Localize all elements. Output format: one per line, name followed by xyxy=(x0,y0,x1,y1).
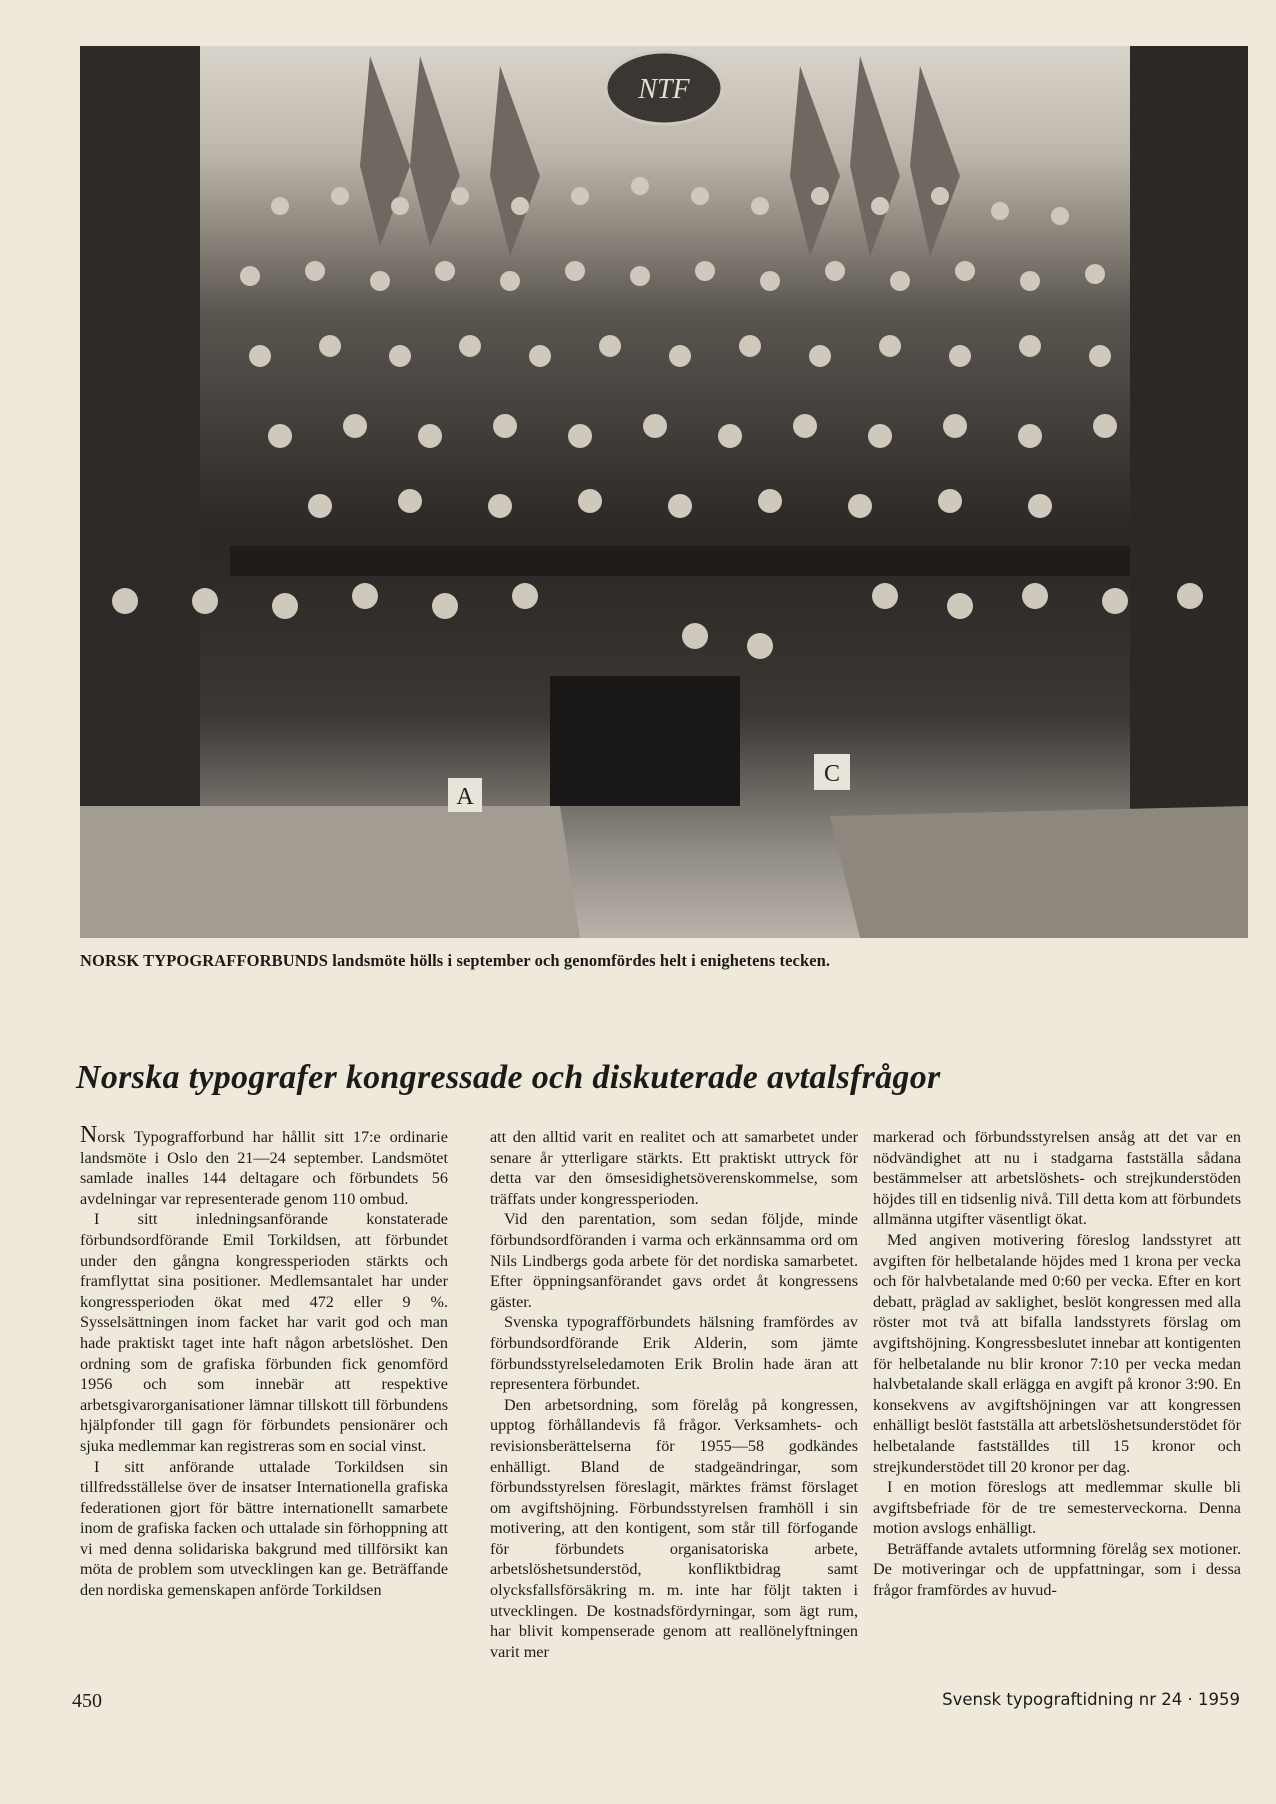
photo-caption: NORSK TYPOGRAFFORBUNDS landsmöte hölls i september och genomfördes helt i enighetens tecken. xyxy=(80,951,831,970)
front-table-left xyxy=(80,806,580,938)
podium-table xyxy=(230,546,1130,576)
right-curtain xyxy=(1130,46,1248,938)
speaker-table xyxy=(550,676,740,806)
left-curtain xyxy=(80,46,200,938)
article-headline: Norska typografer kongressade och diskuterade avtalsfrågor xyxy=(76,1058,941,1096)
paragraph: I en motion föreslogs att medlemmar skulle bli avgiftsbefriade för de tre semesterveckorna. Denna motion avslogs enhälligt. xyxy=(873,1478,1241,1538)
paragraph: Den arbetsordning, som förelåg på kongressen, upptog förhållandevis få frågor. Verksamhets- och revisionsberättelserna för 1955—58 godkändes enhälligt. Bland de stadgeändringar, som förbundsstyrelsen föreslagit, märktes främst förslaget om avgiftshöjning. Förbundsstyrelsen framhöll i sin motivering, att den kontigent, som står till förfogande för förbundets organisatoriska arbete, arbetslöshetsunderstöd, konfliktbidrag samt olycksfallsförsäkring m. m. inte har följt takten i utvecklingen. De kostnadsfördyrningar, som ägt rum, har blivit kompenserade genom att reallönelyftningen varit mer xyxy=(490,1395,858,1661)
ntf-emblem-text: NTF xyxy=(638,74,690,105)
table-sign-a-text: A xyxy=(456,784,474,810)
paragraph: Beträffande avtalets utformning förelåg sex motioner. De motiveringar och de uppfattningar, som i dessa frågor framfördes av huvud- xyxy=(873,1539,1241,1600)
page-number: 450 xyxy=(72,1690,102,1712)
paragraph: Vid den parentation, som sedan följde, minde förbundsordföranden i varma och erkännsamma ord om Nils Lindbergs goda arbete för det nordiska samarbetet. Efter öppningsanförandet gavs ordet åt kongressens gäster. xyxy=(490,1210,858,1311)
paragraph-text: orsk Typografforbund har hållit sitt 17:e ordinarie landsmöte i Oslo den 21—24 september. Landsmötet samlade inalles 144 deltagare och förbundets 56 avdelningar var representerade genom 110 ombud. xyxy=(80,1128,448,1208)
congress-photo-illustration xyxy=(80,46,1248,938)
crowd-faces xyxy=(112,177,1203,659)
paragraph: markerad och förbundsstyrelsen ansåg att det var en nödvändighet att nu i stadgarna fastställa sådana bestämmelser att arbetslöshets- och strejkunderstöden höjdes till en tidsenlig nivå. Till detta kom att förbundets allmänna utgifter väsentligt ökat. xyxy=(873,1128,1241,1229)
publication-footer: Svensk typograftidning nr 24 · 1959 xyxy=(942,1690,1240,1709)
paragraph xyxy=(80,1122,448,1209)
drop-cap: N xyxy=(80,1122,98,1148)
paragraph: Med angiven motivering föreslog landsstyret att avgiften för helbetalande höjdes med 1 krona per vecka och för halvbetalande med 0:60 per vecka. Efter en kort debatt, präglad av saklighet, beslöt kongressen med alla röster mot två att bifalla landsstyrets förslag om avgiftshöjning. Kongressbeslutet innebar att kontigenten för helbetalande nu blir kronor 7:10 per vecka medan halvbetalande skall erlägga en avgift på kronor 3:90. En konsekvens av avgiftshöjningen var att kongressen enhälligt beslöt fastställa att arbetslöshetsunderstödet för helbetalande fastställdes till 15 kronor och strejkunderstödet till 20 kronor per dag. xyxy=(873,1230,1241,1476)
paragraph: Svenska typografförbundets hälsning framfördes av förbundsordförande Erik Alderin, som jämte förbundsstyrelseledamoten Erik Brolin hade äran att representera förbundet. xyxy=(490,1313,858,1394)
article-column-3 xyxy=(873,1127,1241,1601)
table-sign-c-text: C xyxy=(823,761,841,787)
article-column-1 xyxy=(80,1122,448,1601)
paragraph: I sitt inledningsanförande konstaterade förbundsordförande Emil Torkildsen, att förbundet under den gångna kongressperioden stärkts och framflyttat sina positioner. Medlemsantalet har under kongressperioden ökat med 472 eller 9 %. Sysselsättningen inom facket har varit god och man hade praktiskt taget inte haft någon arbetslöshet. Den ordning som de grafiska förbunden fick genomförd 1956 och som innebär att respektive arbetsgivarorganisationer lämnar tillskott till förbundens hjälpfonder till gagn för förbundets pensionärer och sjuka medlemmar kan registreras som en social vinst. xyxy=(80,1210,448,1455)
article-column-2 xyxy=(490,1127,858,1662)
congress-photo xyxy=(80,46,1248,938)
front-table-right xyxy=(830,806,1248,938)
paragraph: I sitt anförande uttalade Torkildsen sin tillfredsställelse över de insatser Internationella grafiska federationen gjort för bättre internationellt samarbete inom de grafiska facken och uttalade sin förhoppning att vi med denna solidariska bakgrund med tillförsikt kan möta de problem som utvecklingen kan ge. Beträffande den nordiska gemenskapen anförde Torkildsen xyxy=(80,1457,448,1600)
paragraph: att den alltid varit en realitet och att samarbetet under senare år ytterligare stärkts. Ett praktiskt uttryck för detta var den ömsesidighetsöverenskommelse, som träffats under kongressperioden. xyxy=(490,1128,858,1208)
